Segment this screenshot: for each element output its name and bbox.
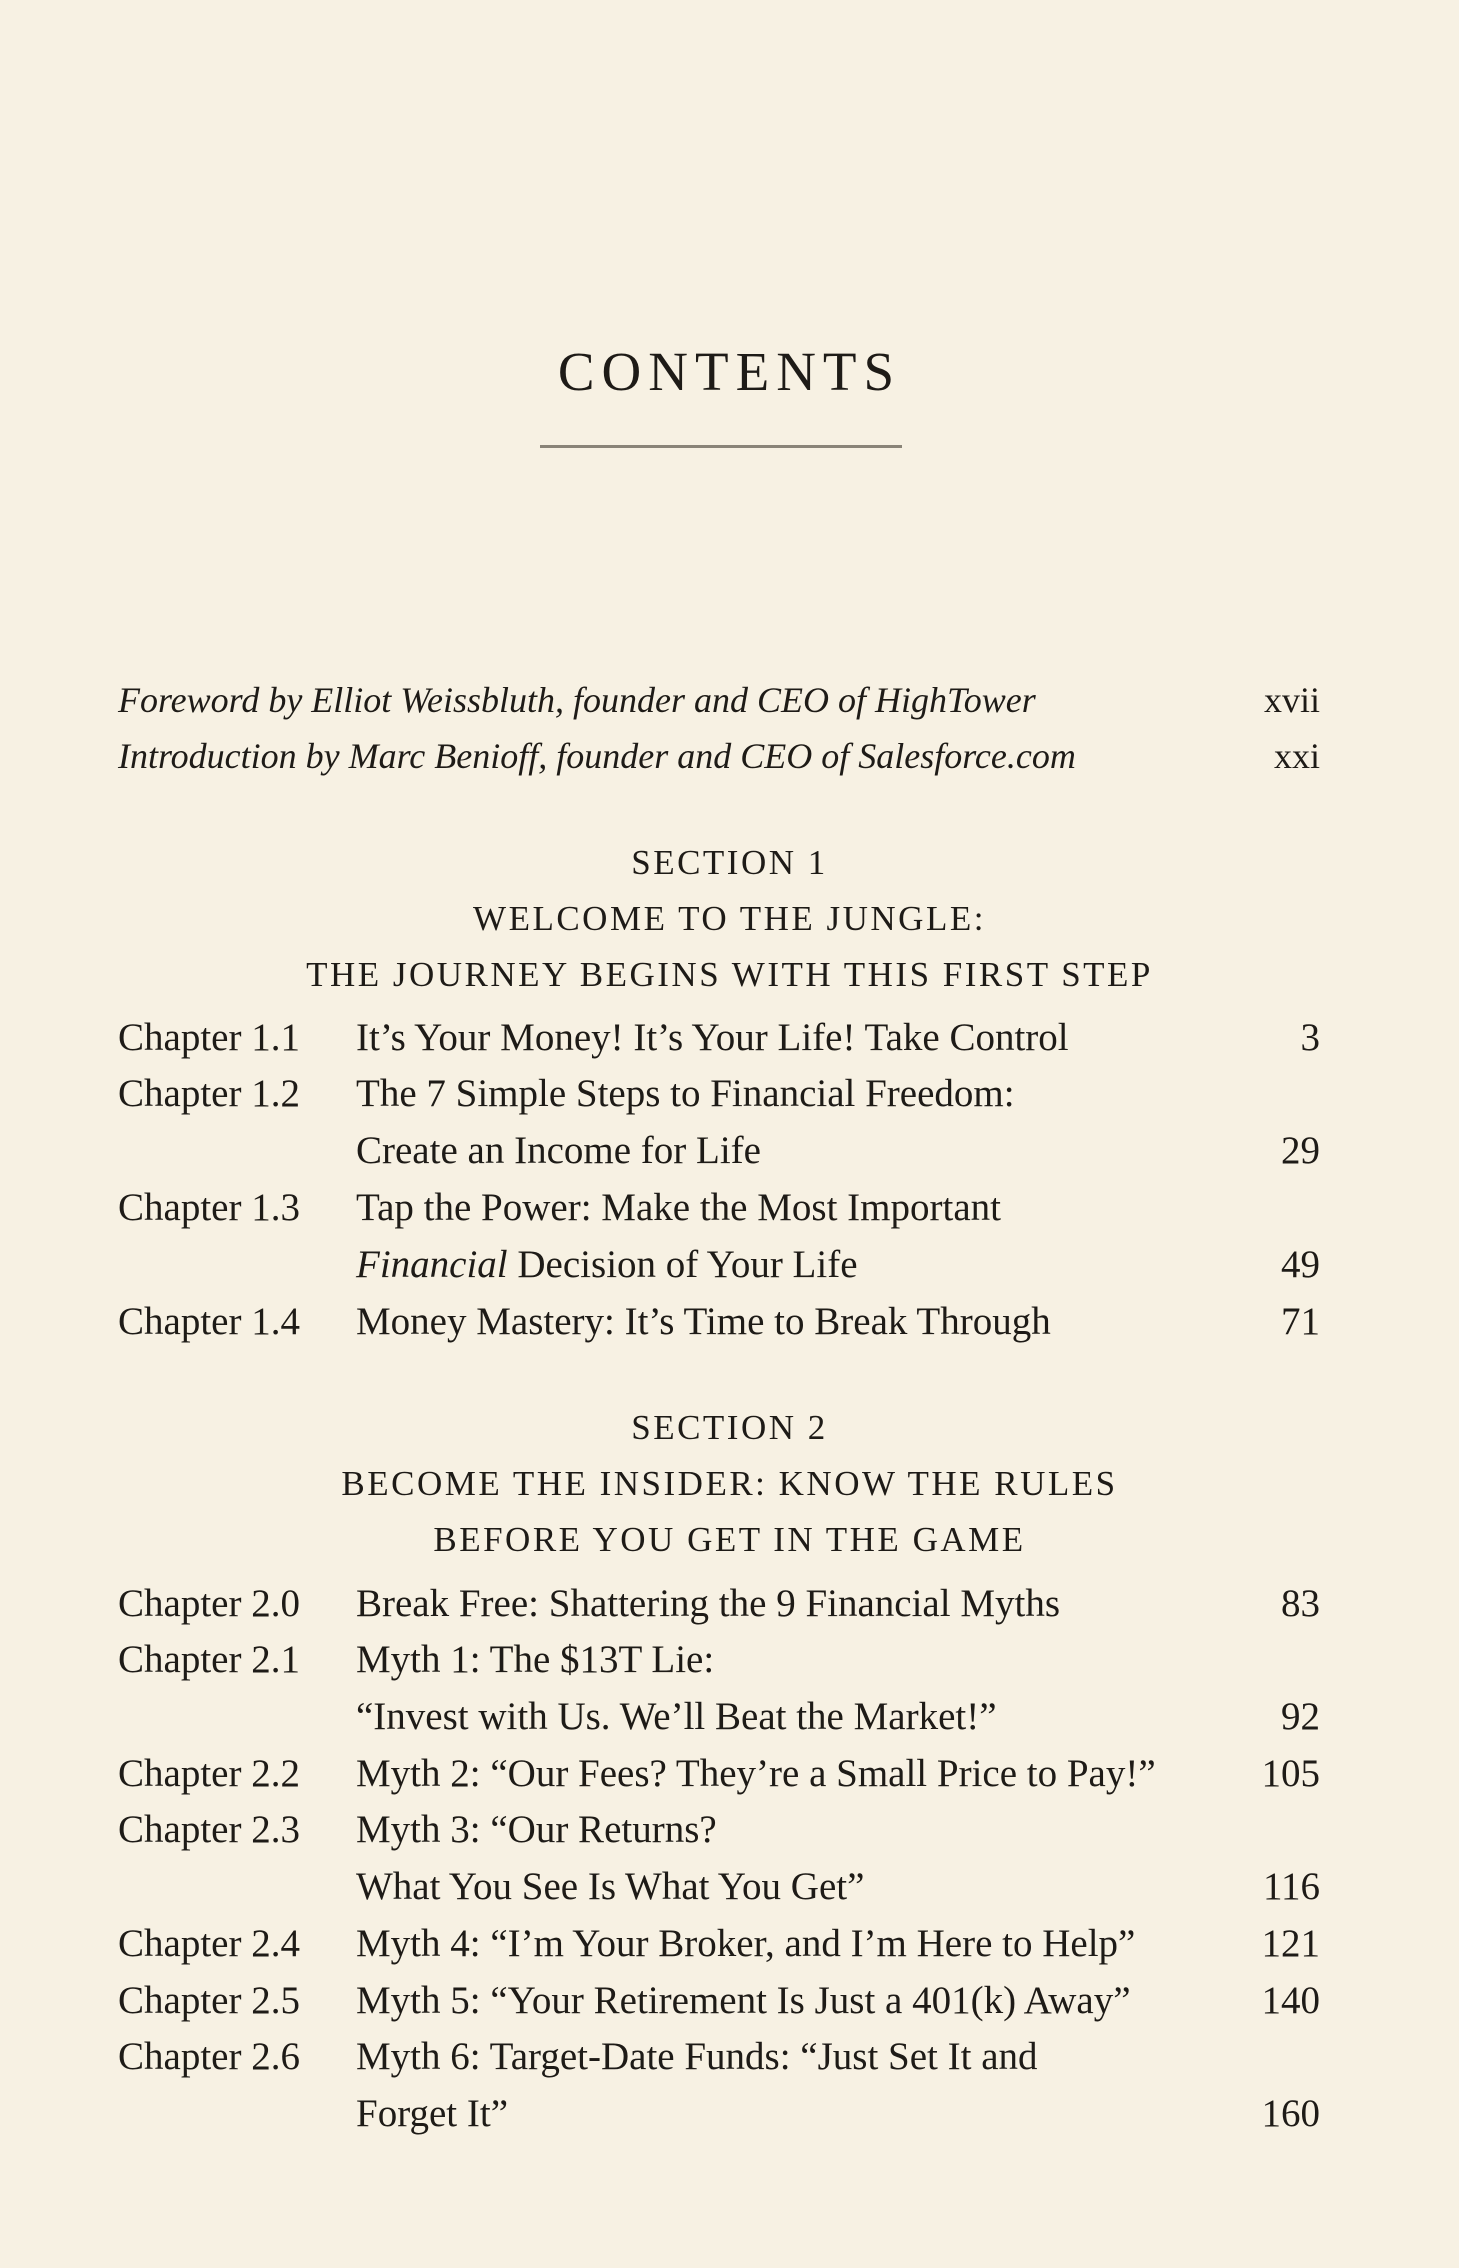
chapter-2-3-title-line-2: What You See Is What You Get” [356,1865,865,1908]
section-1-title-line-2: THE JOURNEY BEGINS WITH THIS FIRST STEP [306,955,1153,994]
chapter-2-6-title-line-2: Forget It” [356,2092,509,2135]
chapter-1-3-number: Chapter 1.3 [118,1186,300,1229]
chapter-2-1-page: 92 [1281,1695,1320,1738]
chapter-2-6-number: Chapter 2.6 [118,2035,300,2078]
introduction-page: xxi [1273,736,1320,776]
chapter-2-1-title-line-2: “Invest with Us. We’ll Beat the Market!” [356,1695,997,1738]
chapter-1-3-title-italic: Financial [356,1243,508,1286]
foreword-entry: Foreword by Elliot Weissbluth, founder and CEO of HighTower [118,680,1036,720]
chapter-2-6-title-line-1: Myth 6: Target-Date Funds: “Just Set It and [356,2035,1038,2078]
chapter-2-5-title: Myth 5: “Your Retirement Is Just a 401(k) Away” [356,1979,1131,2022]
chapter-1-2-number: Chapter 1.2 [118,1072,300,1115]
section-1-label: SECTION 1 [631,843,828,882]
chapter-2-3-title-line-1: Myth 3: “Our Returns? [356,1808,717,1851]
chapter-1-1-page: 3 [1300,1016,1320,1059]
foreword-page: xvii [1263,680,1320,720]
chapter-2-1-number: Chapter 2.1 [118,1638,300,1681]
section-2-label: SECTION 2 [631,1408,828,1447]
introduction-entry: Introduction by Marc Benioff, founder and CEO of Salesforce.com [118,736,1076,776]
chapter-2-5-number: Chapter 2.5 [118,1979,300,2022]
chapter-1-1-number: Chapter 1.1 [118,1016,300,1059]
chapter-2-0-title: Break Free: Shattering the 9 Financial Myths [356,1582,1061,1625]
page-title: CONTENTS [557,341,902,402]
chapter-2-1-title-line-1: Myth 1: The $13T Lie: [356,1638,715,1681]
chapter-2-0-page: 83 [1281,1582,1320,1625]
chapter-1-3-title-rest: Decision of Your Life [507,1243,858,1286]
chapter-2-5-page: 140 [1261,1979,1320,2022]
chapter-1-3-page: 49 [1281,1243,1320,1286]
chapter-2-0-number: Chapter 2.0 [118,1582,300,1625]
chapter-1-3-title-line-1: Tap the Power: Make the Most Important [356,1186,1001,1229]
chapter-2-3-number: Chapter 2.3 [118,1808,300,1851]
title-rule [540,445,902,448]
chapter-1-2-title-line-2: Create an Income for Life [356,1129,761,1172]
chapter-2-2-page: 105 [1261,1752,1320,1795]
chapter-2-4-title: Myth 4: “I’m Your Broker, and I’m Here to Help” [356,1922,1136,1965]
chapter-2-6-page: 160 [1261,2092,1320,2135]
section-2-title-line-1: BECOME THE INSIDER: KNOW THE RULES [341,1464,1118,1503]
chapter-1-2-page: 29 [1281,1129,1320,1172]
chapter-1-3-title-line-2 [356,1237,858,1293]
chapter-1-2-title-line-1: The 7 Simple Steps to Financial Freedom: [356,1072,1015,1115]
chapter-1-1-title: It’s Your Money! It’s Your Life! Take Control [356,1016,1069,1059]
chapter-2-4-page: 121 [1261,1922,1320,1965]
section-1-title-line-1: WELCOME TO THE JUNGLE: [473,899,986,938]
chapter-1-4-number: Chapter 1.4 [118,1300,300,1343]
chapter-1-4-title: Money Mastery: It’s Time to Break Through [356,1300,1051,1343]
chapter-2-2-number: Chapter 2.2 [118,1752,300,1795]
chapter-1-4-page: 71 [1281,1300,1320,1343]
chapter-2-3-page: 116 [1262,1865,1320,1908]
chapter-2-4-number: Chapter 2.4 [118,1922,300,1965]
chapter-2-2-title: Myth 2: “Our Fees? They’re a Small Price to Pay!” [356,1752,1156,1795]
section-2-title-line-2: BEFORE YOU GET IN THE GAME [433,1520,1026,1559]
